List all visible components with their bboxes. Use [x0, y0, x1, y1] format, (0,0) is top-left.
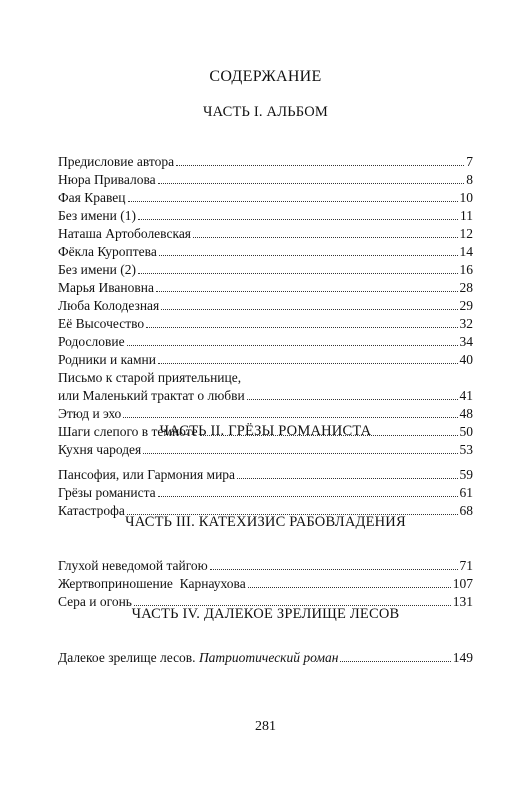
- entry-title: Этюд и эхо: [58, 406, 122, 421]
- toc-entry[interactable]: [58, 171, 473, 189]
- entry-title: Шаги слепого в темноте: [58, 424, 198, 439]
- entry-page: 48: [459, 406, 473, 421]
- entry-page: 71: [459, 558, 473, 573]
- part-1: [58, 104, 473, 459]
- entry-title: Фая Кравец: [58, 190, 126, 205]
- leader-dots: [210, 569, 458, 570]
- entry-subtitle: Патриотический роман: [198, 650, 339, 665]
- entry-page: 16: [459, 262, 473, 277]
- page-number: 281: [255, 719, 276, 734]
- toc-entry[interactable]: [58, 153, 473, 171]
- entry-page: 7: [466, 154, 473, 169]
- leader-dots: [138, 219, 458, 220]
- entry-page: 29: [459, 298, 473, 313]
- entry-title: Родословие: [58, 334, 125, 349]
- leader-dots: [158, 496, 458, 497]
- toc-entry[interactable]: [58, 315, 473, 333]
- toc-entry[interactable]: [58, 279, 473, 297]
- leader-dots: [127, 345, 458, 346]
- entry-page: 61: [459, 485, 473, 500]
- entry-title: Наташа Артоболевская: [58, 226, 192, 241]
- toc-entry[interactable]: [58, 405, 473, 423]
- toc-entry[interactable]: [58, 225, 473, 243]
- toc-entry[interactable]: [58, 369, 473, 405]
- entry-title: Нюра Привалова: [58, 172, 156, 187]
- entry-title-line1: Письмо к старой приятельнице,: [58, 370, 242, 385]
- toc-entry[interactable]: [58, 466, 473, 484]
- leader-dots: [247, 399, 458, 400]
- entry-title: Без имени (2): [58, 262, 136, 277]
- toc-entry[interactable]: [58, 189, 473, 207]
- entry-title: Предисловие автора: [58, 154, 175, 169]
- part-2: [58, 423, 473, 520]
- entry-page: 50: [459, 424, 473, 439]
- entry-title: Марья Ивановна: [58, 280, 154, 295]
- toc-entry[interactable]: [58, 297, 473, 315]
- toc-entry[interactable]: [58, 649, 473, 667]
- leader-dots: [158, 183, 465, 184]
- entry-page: 68: [459, 503, 473, 518]
- leader-dots: [176, 165, 464, 166]
- leader-dots: [237, 478, 457, 479]
- part-4: [58, 606, 473, 667]
- entry-title: Люба Колодезная: [58, 298, 160, 313]
- entry-page: 14: [459, 244, 473, 259]
- entry-title: Родники и камни: [58, 352, 156, 367]
- toc-entry[interactable]: [58, 557, 473, 575]
- entry-title: Катастрофа: [58, 503, 125, 518]
- toc-entry[interactable]: [58, 333, 473, 351]
- entry-page: 107: [452, 576, 473, 591]
- entry-title: Кухня чародея: [58, 442, 142, 457]
- leader-dots: [158, 363, 458, 364]
- entry-page: 53: [459, 442, 473, 457]
- entry-title: Сера и огонь: [58, 594, 132, 609]
- entry-page: 41: [459, 388, 473, 403]
- toc-entry[interactable]: [58, 207, 473, 225]
- toc-entry[interactable]: [58, 351, 473, 369]
- leader-dots: [138, 273, 458, 274]
- toc-entry[interactable]: [58, 243, 473, 261]
- entry-title: или Маленький трактат о любви: [58, 388, 245, 403]
- leader-dots: [161, 309, 457, 310]
- leader-dots: [340, 661, 450, 662]
- part-heading: ЧАСТЬ I. АЛЬБОМ: [203, 104, 328, 120]
- entry-page: 28: [459, 280, 473, 295]
- entry-title: Её Высочество: [58, 316, 145, 331]
- part-heading: ЧАСТЬ III. КАТЕХИЗИС РАБОВЛАДЕНИЯ: [125, 514, 406, 530]
- entry-page: 34: [459, 334, 473, 349]
- entry-title: Грёзы романиста: [58, 485, 156, 500]
- leader-dots: [248, 587, 451, 588]
- entry-title: Глухой неведомой тайгою: [58, 558, 208, 573]
- entry-title: Без имени (1): [58, 208, 136, 223]
- leader-dots: [128, 201, 458, 202]
- toc-entry[interactable]: [58, 484, 473, 502]
- part-3: [58, 514, 473, 611]
- entry-page: 59: [459, 467, 473, 482]
- part-heading: ЧАСТЬ IV. ДАЛЕКОЕ ЗРЕЛИЩЕ ЛЕСОВ: [131, 606, 400, 622]
- leader-dots: [193, 237, 457, 238]
- entry-title: Пансофия, или Гармония мира: [58, 467, 236, 482]
- part-heading: ЧАСТЬ II. ГРЁЗЫ РОМАНИСТА: [159, 423, 372, 439]
- entry-page: 131: [452, 594, 473, 609]
- leader-dots: [159, 255, 458, 256]
- entry-page: 11: [460, 208, 473, 223]
- page-title: СОДЕРЖАНИЕ: [209, 68, 322, 85]
- toc-entry[interactable]: [58, 261, 473, 279]
- entry-title: Жертвоприношение Карнаухова: [58, 576, 246, 591]
- entry-page: 8: [466, 172, 473, 187]
- entry-title: Фёкла Куроптева: [58, 244, 157, 259]
- leader-dots: [123, 417, 457, 418]
- entry-page: 12: [459, 226, 473, 241]
- leader-dots: [146, 327, 457, 328]
- entry-title: Далекое зрелище лесов.: [58, 650, 199, 665]
- toc-entry[interactable]: [58, 575, 473, 593]
- entry-page: 40: [459, 352, 473, 367]
- leader-dots: [156, 291, 458, 292]
- entry-page: 149: [452, 650, 473, 665]
- entry-page: 10: [459, 190, 473, 205]
- entry-page: 32: [459, 316, 473, 331]
